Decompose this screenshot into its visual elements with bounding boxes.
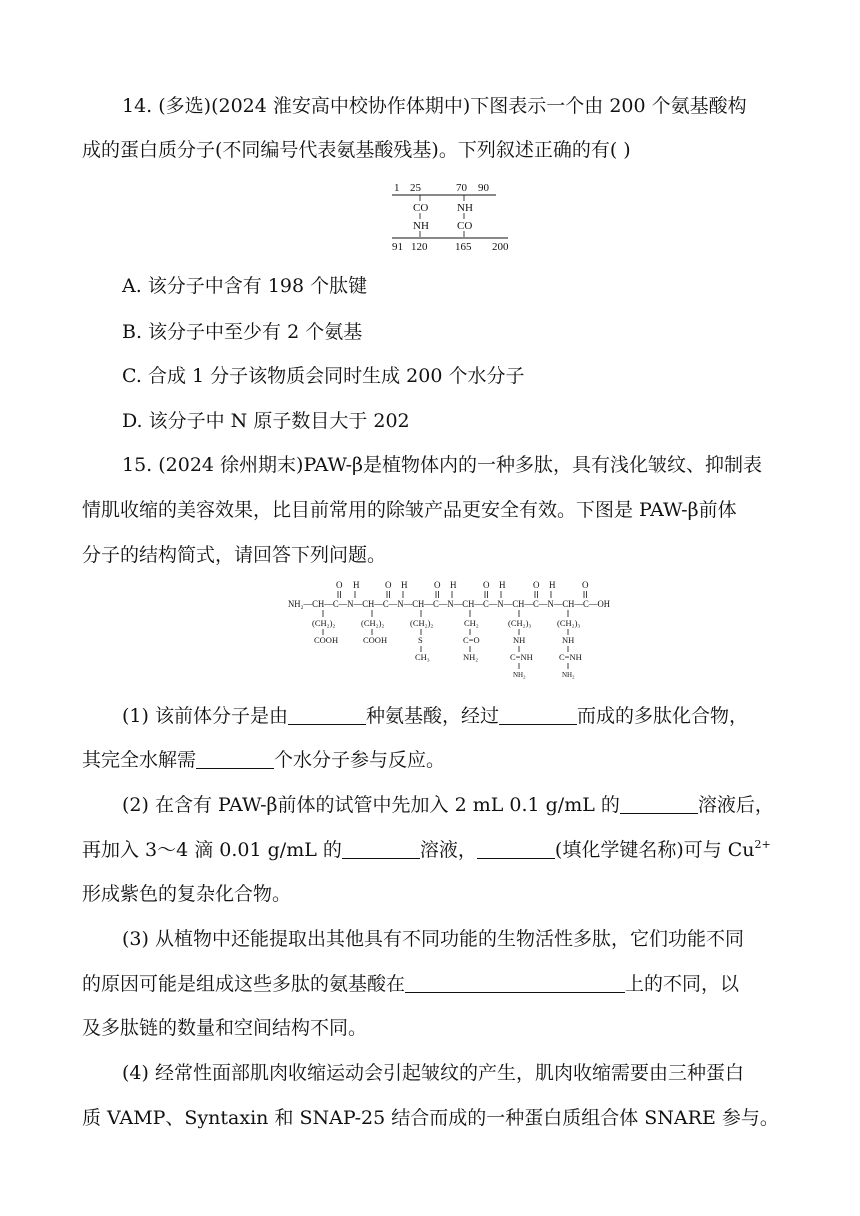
side-chain-1-cooh: COOH	[314, 635, 339, 645]
q14-option-b: B. 该分子中至少有 2 个氨基	[122, 321, 363, 343]
answer-blank-5[interactable]	[342, 840, 420, 859]
h-label-1: H	[353, 580, 360, 590]
q15-sub3-line3: 及多肽链的数量和空间结构不同。	[82, 1017, 368, 1039]
q15-sub2-line2	[82, 838, 771, 862]
q15-sub2-text-d: 溶液，	[419, 839, 477, 861]
side-chain-5-cnh: C=NH	[510, 652, 533, 662]
side-chain-6-nh2: NH₂	[562, 671, 575, 679]
q15-sub2-text-e: (填化学键名称)可与 Cu	[554, 839, 755, 861]
paw-beta-structure	[286, 578, 626, 686]
o-label-5: O	[533, 580, 540, 590]
q15-sub1-text-a: (1) 该前体分子是由	[122, 705, 288, 727]
side-chain-3-ch2: (CH₂)₂	[410, 618, 434, 628]
answer-blank-3[interactable]	[196, 750, 274, 769]
q14-right-nh: NH	[457, 202, 473, 214]
side-chain-6-ch2: (CH₂)₃	[557, 618, 581, 628]
side-chain-5-nh: NH	[513, 635, 526, 645]
q15-stem-line3: 分子的结构简式，请回答下列问题。	[82, 544, 387, 566]
side-chain-2-cooh: COOH	[363, 635, 388, 645]
q15-sub1-text-e: 个水分子参与反应。	[274, 749, 446, 771]
side-chain-3-s: S	[418, 635, 423, 645]
q15-sub3-text-a: 的原因可能是组成这些多肽的氨基酸在	[82, 973, 406, 995]
q14-num-25: 25	[410, 182, 421, 194]
answer-blank-7[interactable]	[405, 974, 625, 993]
q15-sub2-line3: 形成紫色的复杂化合物。	[82, 883, 292, 905]
q14-option-d: D. 该分子中 N 原子数目大于 202	[122, 410, 410, 432]
side-chain-4-ch2: CH₂	[464, 618, 479, 628]
h-label-2: H	[401, 580, 408, 590]
q14-num-200: 200	[492, 241, 509, 252]
q15-sub2-line1	[122, 793, 774, 817]
q14-num-91: 91	[392, 241, 403, 252]
q14-option-c: C. 合成 1 分子该物质会同时生成 200 个水分子	[122, 365, 525, 387]
q15-sub2-text-b: 溶液后，	[697, 794, 774, 816]
o-label-1: O	[336, 580, 343, 590]
side-chain-2-ch2: (CH₂)₂	[361, 618, 385, 628]
answer-blank-2[interactable]	[499, 706, 577, 725]
q14-right-co: CO	[457, 220, 473, 232]
q14-num-120: 120	[411, 241, 428, 252]
q14-num-90: 90	[478, 182, 489, 194]
q14-stem-line2: 成的蛋白质分子(不同编号代表氨基酸残基)。下列叙述正确的有( )	[82, 139, 631, 161]
peptide-backbone: NH₂—CH—C—N—CH—C—N—CH—C—N—CH—C—N—CH—C—N—CH—C—OH	[288, 599, 611, 609]
q15-sub3-line1: (3) 从植物中还能提取出其他具有不同功能的生物活性多肽，它们功能不同	[122, 928, 744, 950]
q15-sub2-text-c: 再加入 3～4 滴 0.01 g/mL 的	[82, 839, 342, 861]
q15-sub1-text-c: 而成的多肽化合物，	[576, 705, 748, 727]
q15-stem-line1: 15. (2024 徐州期末)PAW-β是植物体内的一种多肽，具有浅化皱纹、抑制表	[122, 454, 763, 476]
q14-stem-line1: 14. (多选)(2024 淮安高中校协作体期中)下图表示一个由 200 个氨基酸构	[122, 95, 747, 117]
q15-sub2-text-a: (2) 在含有 PAW-β前体的试管中先加入 2 mL 0.1 g/mL 的	[122, 794, 620, 816]
side-chain-5-nh2: NH₂	[513, 671, 526, 679]
h-label-3: H	[450, 580, 457, 590]
cu-charge: 2+	[754, 838, 771, 851]
side-chain-6-nh: NH	[562, 635, 575, 645]
q15-sub3-text-b: 上的不同，以	[625, 973, 740, 995]
q14-left-co: CO	[413, 202, 429, 214]
q15-sub4-line2: 质 VAMP、Syntaxin 和 SNAP-25 结合而成的一种蛋白质组合体 SNARE 参与。	[82, 1107, 779, 1129]
q15-sub1-line2	[82, 748, 445, 772]
q14-option-a: A. 该分子中含有 198 个肽键	[122, 275, 368, 297]
answer-blank-6[interactable]	[477, 840, 555, 859]
q15-stem-line2: 情肌收缩的美容效果，比目前常用的除皱产品更安全有效。下图是 PAW-β前体	[82, 499, 737, 521]
q14-protein-diagram	[384, 180, 514, 252]
q15-sub1-line1	[122, 704, 748, 728]
answer-blank-1[interactable]	[288, 706, 366, 725]
o-label-3: O	[434, 580, 441, 590]
side-chain-3-ch3: CH₃	[415, 652, 430, 662]
q14-num-1: 1	[394, 182, 400, 194]
q15-sub3-line2	[82, 972, 739, 996]
q15-sub1-text-b: 种氨基酸，经过	[365, 705, 499, 727]
o-label-6: O	[582, 580, 589, 590]
side-chain-4-co: C=O	[463, 635, 480, 645]
side-chain-5-ch2: (CH₂)₃	[508, 618, 532, 628]
h-label-4: H	[499, 580, 506, 590]
q15-sub4-line1: (4) 经常性面部肌肉收缩运动会引起皱纹的产生，肌肉收缩需要由三种蛋白	[122, 1062, 744, 1084]
h-label-5: H	[549, 580, 556, 590]
side-chain-1-ch2: (CH₂)₂	[312, 618, 336, 628]
q14-left-nh: NH	[413, 220, 429, 232]
answer-blank-4[interactable]	[620, 795, 698, 814]
o-label-2: O	[385, 580, 392, 590]
side-chain-4-nh2: NH₂	[463, 652, 479, 662]
q15-sub1-text-d: 其完全水解需	[82, 749, 197, 771]
side-chain-6-cnh: C=NH	[559, 652, 582, 662]
q14-num-70: 70	[456, 182, 467, 194]
o-label-4: O	[483, 580, 490, 590]
q14-num-165: 165	[455, 241, 472, 252]
